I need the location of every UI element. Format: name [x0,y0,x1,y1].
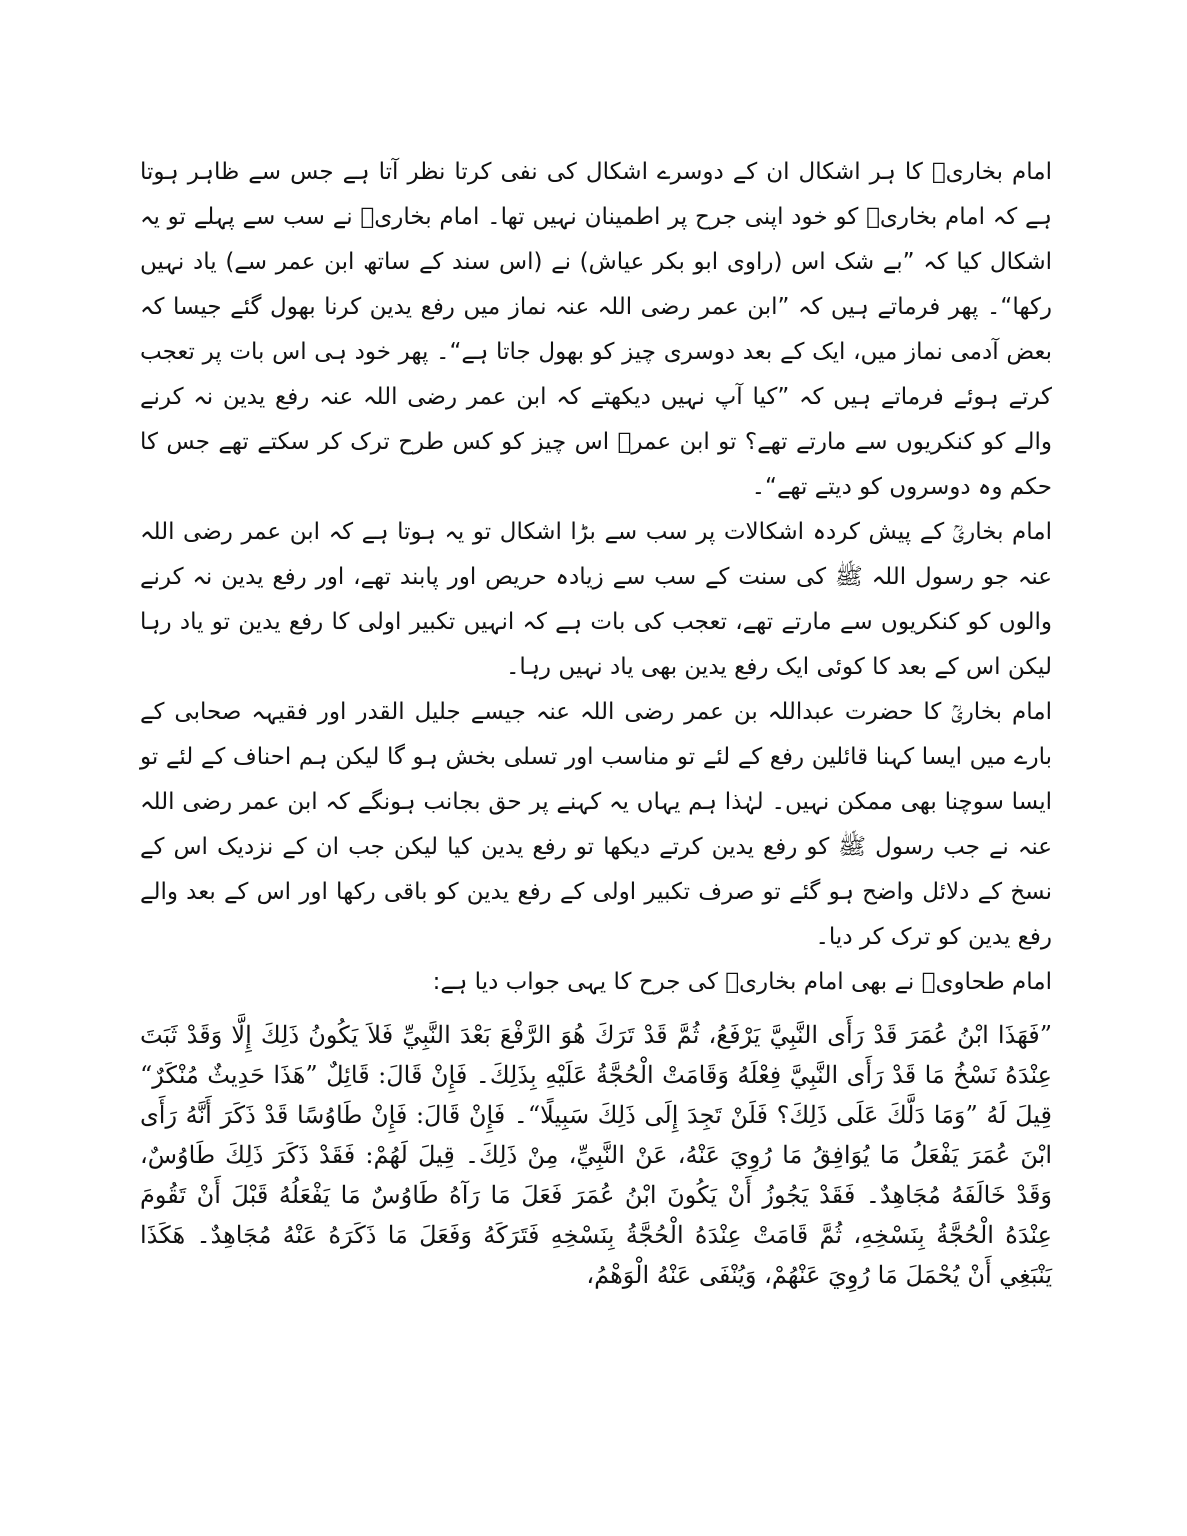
document-body [140,150,1052,1295]
arabic-quotation: ”فَهَذَا ابْنُ عُمَرَ قَدْ رَأَى النَّبِيَّ يَرْفَعُ، ثُمَّ قَدْ تَرَكَ هُوَ الرَّفْعَ بَعْدَ النَّبِيِّ فَلاَ يَكُونُ ذَلِكَ إِلَّا وَقَدْ ثَبَتَ عِنْدَهُ نَسْخُ مَا قَدْ رَأَى النَّبِيَّ فِعْلَهُ وَقَامَتْ الْحُجَّةُ عَلَيْهِ بِذَلِكَ۔ فَإِنْ قَالَ: قَائِلٌ ”هَذَا حَدِيثٌ مُنْكَرٌ“ قِيلَ لَهُ ”وَمَا دَلَّكَ عَلَى ذَلِكَ؟ فَلَنْ تَجِدَ إِلَى ذَلِكَ سَبِيلًا“۔ فَإِنْ قَالَ: فَإِنْ طَاوُسًا قَدْ ذَكَرَ أَنَّهُ رَأَى ابْنَ عُمَرَ يَفْعَلُ مَا يُوَافِقُ مَا رُوِيَ عَنْهُ، عَنْ النَّبِيِّ، مِنْ ذَلِكَ۔ قِيلَ لَهُمْ: فَقَدْ ذَكَرَ ذَلِكَ طَاوُسٌ، وَقَدْ خَالَفَهُ مُجَاهِدٌ۔ فَقَدْ يَجُوزُ أَنْ يَكُونَ ابْنُ عُمَرَ فَعَلَ مَا رَآهُ طَاوُسٌ مَا يَفْعَلُهُ قَبْلَ أَنْ تَقُومَ عِنْدَهُ الْحُجَّةُ بِنَسْخِهِ، ثُمَّ قَامَتْ عِنْدَهُ الْحُجَّةُ بِنَسْخِهِ فَتَرَكَهُ وَفَعَلَ مَا ذَكَرَهُ عَنْهُ مُجَاهِدٌ۔ هَكَذَا يَنْبَغِي أَنْ يُحْمَلَ مَا رُوِيَ عَنْهُمْ، وَيُنْفَى عَنْهُ الْوَهْمُ، [140,1021,1053,1289]
paragraph-biggest-objection: امام بخاریؒ کے پیش کردہ اشکالات پر سب سے بڑا اشکال تو یہ ہوتا ہے کہ ابن عمر رضی اللہ عنہ جو رسول اللہ ﷺ کی سنت کے سب سے زیادہ حریص اور پابند تھے، اور رفع یدین نہ کرنے والوں کو کنکریوں سے مارتے تھے، تعجب کی بات ہے کہ انہیں تکبیر اولی کا رفع یدین تو یاد رہا لیکن اس کے بعد کا کوئی ایک رفع یدین بھی یاد نہیں رہا۔ [140,519,1052,680]
paragraph-hanafi-response: امام بخاریؒ کا حضرت عبداللہ بن عمر رضی اللہ عنہ جیسے جلیل القدر اور فقیہہ صحابی کے بارے میں ایسا کہنا قائلین رفع کے لئے تو مناسب اور تسلی بخش ہو گا لیکن ہم احناف کے لئے تو ایسا سوچنا بھی ممکن نہیں۔ لہٰذا ہم یہاں یہ کہنے پر حق بجانب ہونگے کہ ابن عمر رضی اللہ عنہ نے جب رسول ﷺ کو رفع یدین کرتے دیکھا تو رفع یدین کیا لیکن جب ان کے نزدیک اس کے نسخ کے دلائل واضح ہو گئے تو صرف تکبیر اولی کے رفع یدین کو باقی رکھا اور اس کے بعد والے رفع یدین کو ترک کر دیا۔ [140,699,1052,950]
paragraph-bukhari-objections: امام بخاریؒ کا ہر اشکال ان کے دوسرے اشکال کی نفی کرتا نظر آتا ہے جس سے ظاہر ہوتا ہے کہ امام بخاریؒ کو خود اپنی جرح پر اطمینان نہیں تھا۔ امام بخاریؒ نے سب سے پہلے تو یہ اشکال کیا کہ ”بے شک اس (راوی ابو بکر عیاش) نے (اس سند کے ساتھ ابن عمر سے) یاد نہیں رکھا“۔ پھر فرماتے ہیں کہ ”ابن عمر رضی اللہ عنہ نماز میں رفع یدین کرنا بھول گئے جیسا کہ بعض آدمی نماز میں، ایک کے بعد دوسری چیز کو بھول جاتا ہے“۔ پھر خود ہی اس بات پر تعجب کرتے ہوئے فرماتے ہیں کہ ”کیا آپ نہیں دیکھتے کہ ابن عمر رضی اللہ عنہ رفع یدین نہ کرنے والے کو کنکریوں سے مارتے تھے؟ تو ابن عمرؓ اس چیز کو کس طرح ترک کر سکتے تھے جس کا حکم وہ دوسروں کو دیتے تھے“۔ [140,159,1052,500]
paragraph-tahawi-intro: امام طحاویؒ نے بھی امام بخاریؒ کی جرح کا یہی جواب دیا ہے: [432,969,1052,995]
